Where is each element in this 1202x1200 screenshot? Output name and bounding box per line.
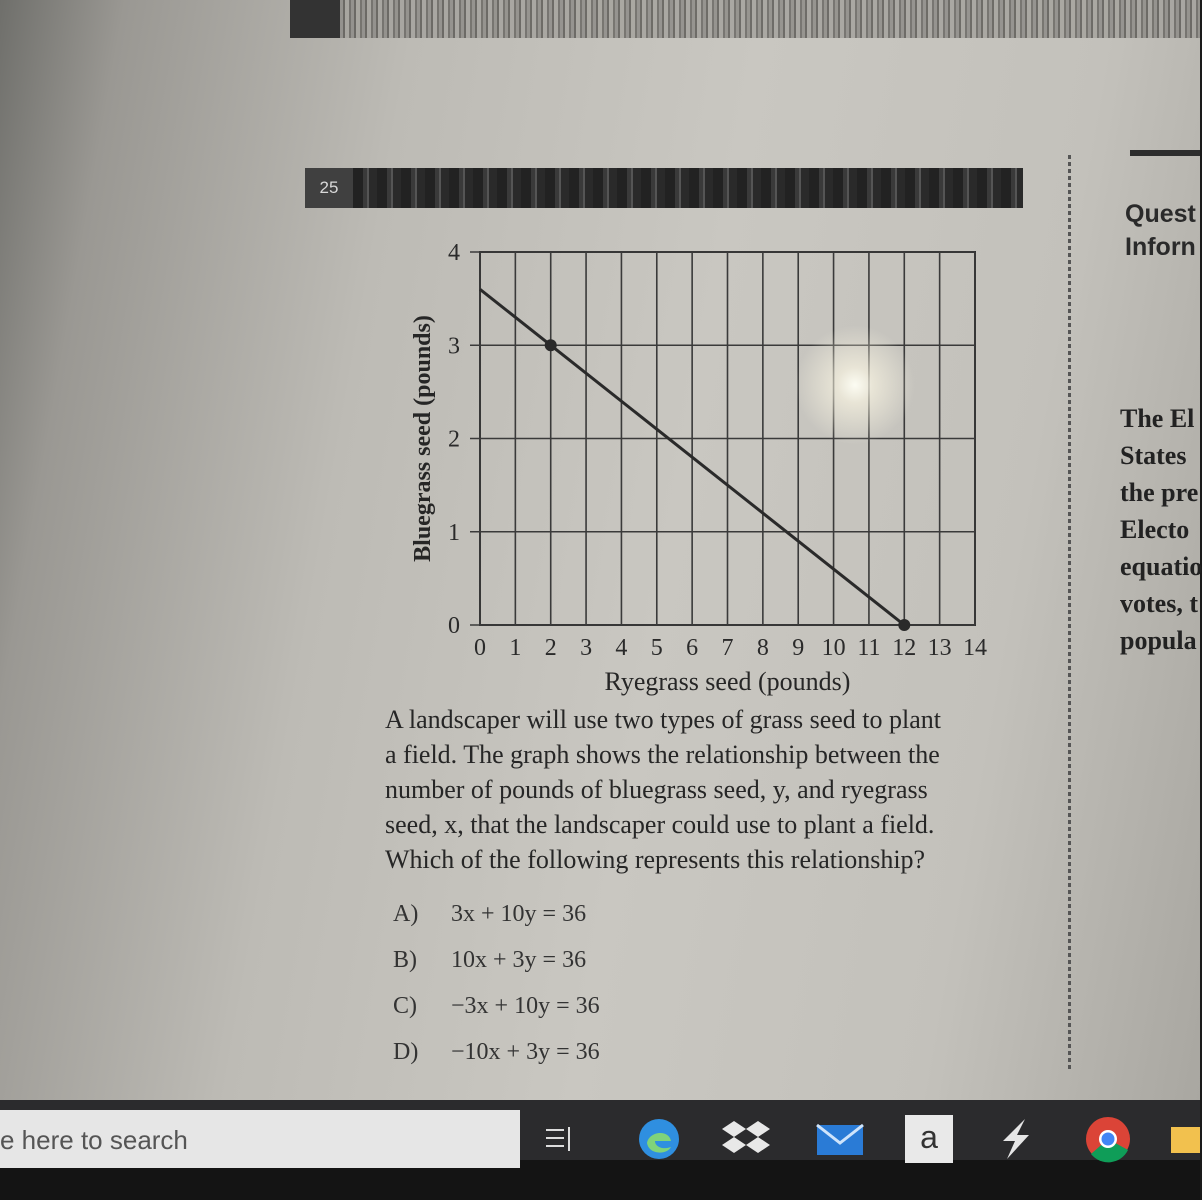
y-tick-label: 3 <box>448 333 460 360</box>
right-text-line: votes, t <box>1120 589 1198 618</box>
x-axis-label: Ryegrass seed (pounds) <box>604 667 851 696</box>
right-text-line: The El <box>1120 404 1195 433</box>
choice-d[interactable] <box>393 1033 600 1079</box>
x-tick-label: 11 <box>857 635 881 661</box>
passage-line: Which of the following represents this relationship? <box>385 845 926 874</box>
right-text-line: States <box>1120 441 1187 470</box>
x-tick-label: 4 <box>615 635 628 661</box>
right-column-heading <box>1125 198 1196 264</box>
x-tick-label: 1 <box>509 635 522 661</box>
app-lightning-icon[interactable] <box>985 1112 1045 1166</box>
passage-line: A landscaper will use two types of grass seed to plant <box>385 705 941 734</box>
right-heading-line: Inforn <box>1125 233 1196 261</box>
choice-equation: 10x + 3y = 36 <box>451 947 587 973</box>
choice-equation: −3x + 10y = 36 <box>451 993 600 1019</box>
passage-line: seed, x, that the landscaper could use to plant a field. <box>385 810 935 839</box>
amazon-icon[interactable] <box>900 1112 958 1166</box>
passage-line: number of pounds of bluegrass seed, y, and ryegrass <box>385 775 928 804</box>
y-tick-label: 0 <box>448 613 460 639</box>
x-tick-label: 12 <box>892 635 917 661</box>
x-tick-label: 9 <box>792 635 805 661</box>
choice-a[interactable] <box>393 895 600 941</box>
choice-label: A) <box>393 901 419 927</box>
choice-label: C) <box>393 993 417 1019</box>
amazon-glyph: a <box>905 1115 953 1163</box>
y-tick-label: 2 <box>448 426 460 453</box>
answer-choices <box>393 895 600 1079</box>
choice-b[interactable] <box>393 941 600 987</box>
x-tick-label: 14 <box>963 635 987 661</box>
dropbox-icon[interactable] <box>712 1112 780 1166</box>
right-heading-line: Quest <box>1125 200 1196 228</box>
right-column-text <box>1120 400 1202 659</box>
x-tick-label: 6 <box>686 635 699 661</box>
choice-equation: 3x + 10y = 36 <box>451 901 587 927</box>
x-tick-label: 8 <box>756 635 769 661</box>
data-point <box>898 619 910 631</box>
question-number: 25 <box>305 168 353 208</box>
x-tick-label: 2 <box>544 635 557 661</box>
y-tick-label: 1 <box>448 519 460 546</box>
choice-c[interactable] <box>393 987 600 1033</box>
x-tick-label: 10 <box>821 635 846 661</box>
x-tick-label: 5 <box>650 635 663 661</box>
x-tick-label: 13 <box>927 635 952 661</box>
passage-line: a field. The graph shows the relationship between the <box>385 740 940 769</box>
right-text-line: equatio <box>1120 552 1202 581</box>
y-axis-label: Bluegrass seed (pounds) <box>410 315 436 562</box>
chrome-icon[interactable] <box>1078 1112 1138 1166</box>
right-text-line: Electo <box>1120 515 1190 544</box>
seed-graph <box>380 230 1000 696</box>
choice-equation: −10x + 3y = 36 <box>451 1039 600 1065</box>
right-text-line: the pre <box>1120 478 1199 507</box>
choice-label: B) <box>393 947 417 973</box>
question-passage <box>385 702 1025 877</box>
column-divider <box>1068 155 1071 1070</box>
data-point <box>545 339 557 351</box>
right-column-rule <box>1130 150 1200 156</box>
y-tick-label: 4 <box>448 240 460 266</box>
choice-label: D) <box>393 1039 419 1065</box>
header-bar <box>290 0 340 38</box>
x-tick-label: 7 <box>721 635 734 661</box>
x-tick-label: 0 <box>474 635 486 661</box>
question-header-bar <box>305 168 1023 208</box>
search-placeholder: e here to search <box>0 1125 188 1155</box>
task-view-icon[interactable] <box>535 1112 585 1166</box>
mail-icon[interactable] <box>810 1112 870 1166</box>
header-noise-strip <box>340 0 1200 38</box>
right-text-line: popula <box>1120 626 1197 655</box>
file-explorer-icon[interactable] <box>1165 1112 1200 1166</box>
edge-browser-icon[interactable] <box>630 1112 688 1166</box>
x-tick-label: 3 <box>580 635 593 661</box>
